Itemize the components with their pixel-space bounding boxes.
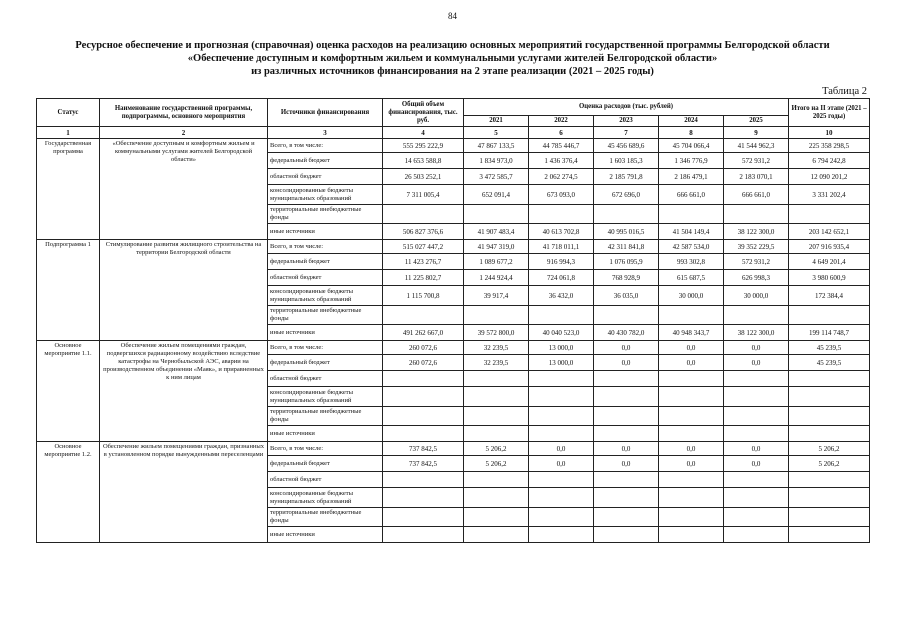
value-cell: 993 302,8 bbox=[659, 254, 724, 270]
value-cell: 36 432,0 bbox=[529, 286, 594, 306]
value-cell bbox=[464, 407, 529, 426]
source-cell: консолидированные бюджеты муниципальных образований bbox=[268, 387, 383, 407]
column-number: 1 bbox=[37, 127, 100, 139]
value-cell: 0,0 bbox=[724, 456, 789, 472]
name-cell: Обеспечение жильем помещениями граждан, признанных в установленном порядке вынужденными переселенцами bbox=[100, 442, 268, 543]
header-estimate: Оценка расходов (тыс. рублей) bbox=[464, 99, 789, 116]
value-cell bbox=[659, 407, 724, 426]
header-year: 2023 bbox=[594, 116, 659, 127]
value-cell: 0,0 bbox=[529, 442, 594, 456]
value-cell: 0,0 bbox=[659, 341, 724, 355]
value-cell: 0,0 bbox=[659, 456, 724, 472]
value-cell: 666 661,0 bbox=[724, 185, 789, 205]
value-cell: 11 423 276,7 bbox=[383, 254, 464, 270]
value-cell: 737 842,5 bbox=[383, 456, 464, 472]
source-cell: областной бюджет bbox=[268, 169, 383, 185]
value-cell bbox=[529, 205, 594, 224]
value-cell bbox=[383, 508, 464, 527]
source-cell: областной бюджет bbox=[268, 371, 383, 387]
value-cell bbox=[529, 407, 594, 426]
value-cell bbox=[594, 306, 659, 325]
value-cell bbox=[383, 387, 464, 407]
source-cell: иные источники bbox=[268, 224, 383, 240]
value-cell bbox=[789, 306, 870, 325]
value-cell bbox=[594, 426, 659, 442]
source-cell: консолидированные бюджеты муниципальных образований bbox=[268, 185, 383, 205]
header-source: Источники финансирования bbox=[268, 99, 383, 127]
value-cell: 40 995 016,5 bbox=[594, 224, 659, 240]
value-cell: 506 827 376,6 bbox=[383, 224, 464, 240]
value-cell bbox=[529, 387, 594, 407]
value-cell bbox=[659, 472, 724, 488]
name-cell: «Обеспечение доступным и комфортным жильем и коммунальными услугами жителей Белгородской области» bbox=[100, 139, 268, 240]
value-cell bbox=[464, 527, 529, 543]
value-cell bbox=[529, 527, 594, 543]
value-cell: 0,0 bbox=[724, 341, 789, 355]
value-cell bbox=[724, 387, 789, 407]
value-cell bbox=[383, 472, 464, 488]
value-cell: 0,0 bbox=[594, 355, 659, 371]
value-cell bbox=[789, 508, 870, 527]
value-cell bbox=[594, 387, 659, 407]
value-cell: 3 980 600,9 bbox=[789, 270, 870, 286]
value-cell: 626 998,3 bbox=[724, 270, 789, 286]
value-cell: 673 093,0 bbox=[529, 185, 594, 205]
column-number: 7 bbox=[594, 127, 659, 139]
value-cell bbox=[659, 527, 724, 543]
value-cell: 1 603 185,3 bbox=[594, 153, 659, 169]
value-cell: 0,0 bbox=[724, 355, 789, 371]
source-cell: Всего, в том числе: bbox=[268, 139, 383, 153]
value-cell: 4 649 201,4 bbox=[789, 254, 870, 270]
source-cell: иные источники bbox=[268, 325, 383, 341]
value-cell: 555 295 222,9 bbox=[383, 139, 464, 153]
value-cell: 40 040 523,0 bbox=[529, 325, 594, 341]
document-title bbox=[20, 39, 885, 78]
value-cell: 0,0 bbox=[724, 442, 789, 456]
status-cell: Государственная программа bbox=[37, 139, 100, 240]
value-cell: 7 311 005,4 bbox=[383, 185, 464, 205]
value-cell bbox=[383, 371, 464, 387]
value-cell: 768 928,9 bbox=[594, 270, 659, 286]
value-cell bbox=[594, 527, 659, 543]
value-cell bbox=[464, 306, 529, 325]
value-cell bbox=[594, 205, 659, 224]
value-cell: 199 114 748,7 bbox=[789, 325, 870, 341]
value-cell bbox=[724, 371, 789, 387]
value-cell bbox=[464, 387, 529, 407]
value-cell: 6 794 242,8 bbox=[789, 153, 870, 169]
value-cell: 5 206,2 bbox=[464, 442, 529, 456]
table-row bbox=[37, 240, 870, 254]
value-cell: 1 346 776,9 bbox=[659, 153, 724, 169]
value-cell: 572 931,2 bbox=[724, 254, 789, 270]
value-cell: 42 311 841,8 bbox=[594, 240, 659, 254]
value-cell: 260 072,6 bbox=[383, 341, 464, 355]
column-number: 3 bbox=[268, 127, 383, 139]
value-cell: 5 206,2 bbox=[789, 456, 870, 472]
value-cell bbox=[724, 407, 789, 426]
name-cell: Стимулирование развития жилищного строительства на территории Белгородской области bbox=[100, 240, 268, 341]
value-cell: 615 687,5 bbox=[659, 270, 724, 286]
source-cell: территориальные внебюджетные фонды bbox=[268, 508, 383, 527]
value-cell: 14 653 588,8 bbox=[383, 153, 464, 169]
source-cell: территориальные внебюджетные фонды bbox=[268, 306, 383, 325]
value-cell: 36 035,0 bbox=[594, 286, 659, 306]
value-cell bbox=[724, 205, 789, 224]
value-cell bbox=[464, 371, 529, 387]
value-cell: 0,0 bbox=[659, 355, 724, 371]
title-line: Ресурсное обеспечение и прогнозная (справочная) оценка расходов на реализацию основных мероприятий государственной программы Белгородской области bbox=[75, 40, 830, 51]
status-cell: Основное мероприятие 1.2. bbox=[37, 442, 100, 543]
value-cell: 26 503 252,1 bbox=[383, 169, 464, 185]
table-row bbox=[37, 442, 870, 456]
header-year: 2025 bbox=[724, 116, 789, 127]
value-cell bbox=[529, 426, 594, 442]
value-cell: 652 091,4 bbox=[464, 185, 529, 205]
header-stage-total: Итого на II этапе (2021 – 2025 годы) bbox=[789, 99, 870, 127]
value-cell bbox=[383, 306, 464, 325]
source-cell: территориальные внебюджетные фонды bbox=[268, 407, 383, 426]
column-number: 10 bbox=[789, 127, 870, 139]
value-cell bbox=[594, 407, 659, 426]
value-cell bbox=[789, 527, 870, 543]
source-cell: областной бюджет bbox=[268, 270, 383, 286]
table-label: Таблица 2 bbox=[822, 86, 867, 97]
value-cell: 32 239,5 bbox=[464, 341, 529, 355]
value-cell: 491 262 667,0 bbox=[383, 325, 464, 341]
value-cell bbox=[659, 306, 724, 325]
value-cell: 0,0 bbox=[594, 442, 659, 456]
value-cell: 41 907 483,4 bbox=[464, 224, 529, 240]
value-cell bbox=[789, 472, 870, 488]
value-cell: 39 352 229,5 bbox=[724, 240, 789, 254]
value-cell: 1 436 376,4 bbox=[529, 153, 594, 169]
value-cell bbox=[724, 306, 789, 325]
value-cell: 41 947 319,0 bbox=[464, 240, 529, 254]
title-line: из различных источников финансирования на 2 этапе реализации (2021 – 2025 годы) bbox=[251, 66, 654, 77]
value-cell bbox=[789, 488, 870, 508]
value-cell: 45 704 066,4 bbox=[659, 139, 724, 153]
value-cell bbox=[659, 426, 724, 442]
column-number: 9 bbox=[724, 127, 789, 139]
table-row bbox=[37, 139, 870, 153]
value-cell: 572 931,2 bbox=[724, 153, 789, 169]
value-cell: 172 384,4 bbox=[789, 286, 870, 306]
value-cell: 44 785 446,7 bbox=[529, 139, 594, 153]
value-cell bbox=[789, 407, 870, 426]
value-cell bbox=[464, 472, 529, 488]
value-cell: 11 225 802,7 bbox=[383, 270, 464, 286]
source-cell: федеральный бюджет bbox=[268, 355, 383, 371]
value-cell: 41 544 962,3 bbox=[724, 139, 789, 153]
column-number: 2 bbox=[100, 127, 268, 139]
value-cell: 5 206,2 bbox=[789, 442, 870, 456]
value-cell: 2 185 791,8 bbox=[594, 169, 659, 185]
column-number-row bbox=[37, 127, 870, 139]
value-cell: 12 090 201,2 bbox=[789, 169, 870, 185]
value-cell: 3 472 585,7 bbox=[464, 169, 529, 185]
value-cell bbox=[383, 426, 464, 442]
value-cell: 40 430 782,0 bbox=[594, 325, 659, 341]
value-cell bbox=[464, 508, 529, 527]
value-cell: 260 072,6 bbox=[383, 355, 464, 371]
value-cell: 1 244 924,4 bbox=[464, 270, 529, 286]
title-line: «Обеспечение доступным и комфортным жильем и коммунальными услугами жителей Белгородской области» bbox=[187, 53, 718, 64]
value-cell: 32 239,5 bbox=[464, 355, 529, 371]
value-cell: 203 142 652,1 bbox=[789, 224, 870, 240]
value-cell bbox=[529, 371, 594, 387]
value-cell bbox=[383, 527, 464, 543]
value-cell: 207 916 935,4 bbox=[789, 240, 870, 254]
value-cell bbox=[789, 205, 870, 224]
source-cell: Всего, в том числе: bbox=[268, 442, 383, 456]
value-cell bbox=[724, 426, 789, 442]
table-body bbox=[37, 139, 870, 543]
value-cell: 916 994,3 bbox=[529, 254, 594, 270]
source-cell: Всего, в том числе: bbox=[268, 341, 383, 355]
value-cell bbox=[464, 488, 529, 508]
value-cell bbox=[659, 508, 724, 527]
value-cell: 41 718 011,1 bbox=[529, 240, 594, 254]
value-cell: 45 239,5 bbox=[789, 355, 870, 371]
value-cell: 0,0 bbox=[529, 456, 594, 472]
source-cell: территориальные внебюджетные фонды bbox=[268, 205, 383, 224]
header-name: Наименование государственной программы, подпрограммы, основного мероприятия bbox=[100, 99, 268, 127]
value-cell: 41 504 149,4 bbox=[659, 224, 724, 240]
header-year: 2022 bbox=[529, 116, 594, 127]
value-cell: 0,0 bbox=[659, 442, 724, 456]
value-cell: 42 587 534,0 bbox=[659, 240, 724, 254]
table-row bbox=[37, 341, 870, 355]
source-cell: иные источники bbox=[268, 527, 383, 543]
column-number: 4 bbox=[383, 127, 464, 139]
value-cell bbox=[464, 426, 529, 442]
value-cell bbox=[594, 508, 659, 527]
value-cell: 1 089 677,2 bbox=[464, 254, 529, 270]
value-cell: 672 696,0 bbox=[594, 185, 659, 205]
value-cell bbox=[594, 472, 659, 488]
value-cell: 737 842,5 bbox=[383, 442, 464, 456]
source-cell: федеральный бюджет bbox=[268, 254, 383, 270]
value-cell bbox=[789, 426, 870, 442]
header-year: 2024 bbox=[659, 116, 724, 127]
value-cell bbox=[464, 205, 529, 224]
value-cell bbox=[529, 508, 594, 527]
value-cell: 45 239,5 bbox=[789, 341, 870, 355]
value-cell: 39 917,4 bbox=[464, 286, 529, 306]
value-cell: 5 206,2 bbox=[464, 456, 529, 472]
value-cell bbox=[724, 508, 789, 527]
value-cell bbox=[659, 387, 724, 407]
value-cell: 39 572 800,0 bbox=[464, 325, 529, 341]
column-number: 8 bbox=[659, 127, 724, 139]
value-cell: 0,0 bbox=[594, 341, 659, 355]
value-cell: 13 000,0 bbox=[529, 355, 594, 371]
value-cell: 2 062 274,5 bbox=[529, 169, 594, 185]
page-number: 84 bbox=[448, 11, 457, 21]
source-cell: федеральный бюджет bbox=[268, 456, 383, 472]
value-cell bbox=[529, 472, 594, 488]
value-cell bbox=[383, 205, 464, 224]
value-cell: 3 331 202,4 bbox=[789, 185, 870, 205]
value-cell: 1 115 700,8 bbox=[383, 286, 464, 306]
column-number: 5 bbox=[464, 127, 529, 139]
source-cell: областной бюджет bbox=[268, 472, 383, 488]
value-cell bbox=[383, 488, 464, 508]
value-cell bbox=[724, 472, 789, 488]
value-cell: 30 000,0 bbox=[659, 286, 724, 306]
value-cell bbox=[659, 488, 724, 508]
value-cell bbox=[383, 407, 464, 426]
value-cell: 724 061,8 bbox=[529, 270, 594, 286]
value-cell: 225 358 298,5 bbox=[789, 139, 870, 153]
value-cell bbox=[724, 527, 789, 543]
source-cell: Всего, в том числе: bbox=[268, 240, 383, 254]
value-cell: 38 122 300,0 bbox=[724, 224, 789, 240]
value-cell: 13 000,0 bbox=[529, 341, 594, 355]
value-cell: 40 613 702,8 bbox=[529, 224, 594, 240]
value-cell bbox=[529, 488, 594, 508]
value-cell: 30 000,0 bbox=[724, 286, 789, 306]
value-cell: 47 867 133,5 bbox=[464, 139, 529, 153]
value-cell bbox=[529, 306, 594, 325]
header-year: 2021 bbox=[464, 116, 529, 127]
value-cell bbox=[594, 371, 659, 387]
value-cell bbox=[789, 387, 870, 407]
value-cell: 1 834 973,0 bbox=[464, 153, 529, 169]
value-cell bbox=[594, 488, 659, 508]
header-total: Общий объем финансирования, тыс. руб. bbox=[383, 99, 464, 127]
source-cell: федеральный бюджет bbox=[268, 153, 383, 169]
value-cell bbox=[724, 488, 789, 508]
name-cell: Обеспечение жильем помещениями граждан, подвергшихся радиационному воздействию вследствие катастрофы на Чернобыльской АЭС, аварии на производственном объединении «Маяк», и приравненных к ним лицам bbox=[100, 341, 268, 442]
value-cell bbox=[659, 371, 724, 387]
value-cell: 45 456 689,6 bbox=[594, 139, 659, 153]
value-cell: 2 183 070,1 bbox=[724, 169, 789, 185]
value-cell: 40 948 343,7 bbox=[659, 325, 724, 341]
funding-table bbox=[36, 98, 870, 543]
value-cell: 515 027 447,2 bbox=[383, 240, 464, 254]
value-cell: 0,0 bbox=[594, 456, 659, 472]
value-cell: 1 076 095,9 bbox=[594, 254, 659, 270]
value-cell bbox=[659, 205, 724, 224]
value-cell: 666 661,0 bbox=[659, 185, 724, 205]
column-number: 6 bbox=[529, 127, 594, 139]
status-cell: Основное мероприятие 1.1. bbox=[37, 341, 100, 442]
status-cell: Подпрограмма 1 bbox=[37, 240, 100, 341]
value-cell: 38 122 300,0 bbox=[724, 325, 789, 341]
source-cell: иные источники bbox=[268, 426, 383, 442]
value-cell: 2 186 479,1 bbox=[659, 169, 724, 185]
header-status: Статус bbox=[37, 99, 100, 127]
value-cell bbox=[789, 371, 870, 387]
source-cell: консолидированные бюджеты муниципальных образований bbox=[268, 488, 383, 508]
source-cell: консолидированные бюджеты муниципальных образований bbox=[268, 286, 383, 306]
